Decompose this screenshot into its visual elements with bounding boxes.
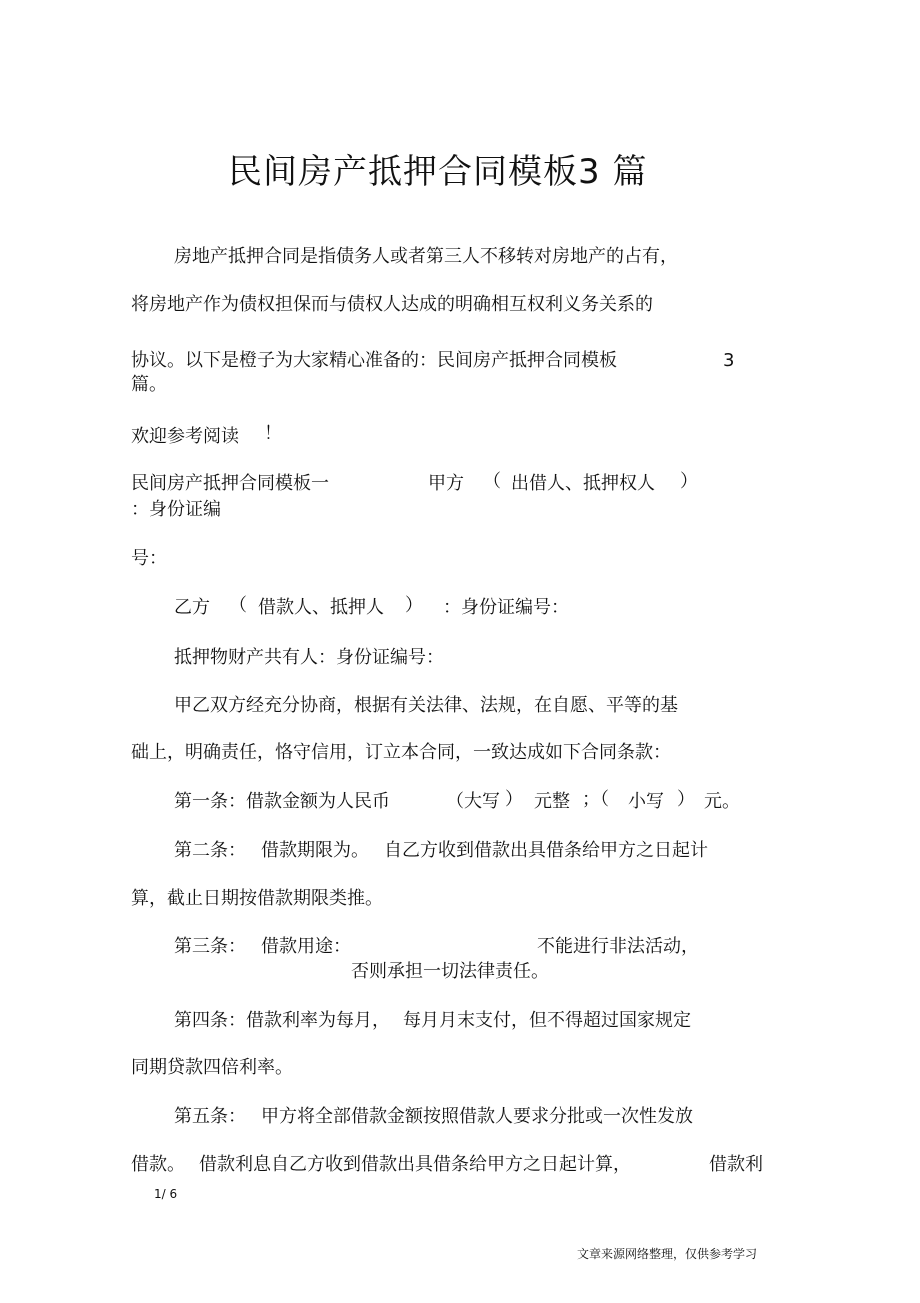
intro-number: 3 [723, 350, 735, 371]
article-3-label: 第三条： [174, 936, 246, 957]
article-5-line-2-end: 借款利 [709, 1154, 763, 1175]
party-b-id: ：身份证编号： [443, 597, 569, 618]
intro-line-3: 协议。以下是橙子为大家精心准备的：民间房产抵押合同模板 [131, 350, 617, 371]
party-a-role: 出借人、抵押权人 [511, 473, 655, 494]
intro-line-1: 房地产抵押合同是指债务人或者第三人不移转对房地产的占有， [174, 246, 678, 267]
article-4-line-2: 同期贷款四倍利率。 [131, 1057, 293, 1078]
consent-line-2: 础上，明确责任，恪守信用，订立本合同，一致达成如下合同条款： [131, 742, 671, 763]
article-1-yuan: 元。 [704, 791, 740, 812]
article-5-label: 第五条： [174, 1106, 246, 1127]
article-2-line-2: 算，截止日期按借款期限类推。 [131, 888, 383, 909]
article-3-line-2: 否则承担一切法律责任。 [351, 961, 549, 982]
article-5-line-2-mid: 借款利息自乙方收到借款出具借条给甲方之日起计算， [199, 1154, 631, 1175]
article-4-text: 第四条：借款利率为每月， [174, 1010, 390, 1031]
footer-source-note: 文章来源网络整理，仅供参考学习 [577, 1247, 758, 1261]
intro-line-2: 将房地产作为债权担保而与债权人达成的明确相互权利义务关系的 [131, 294, 653, 315]
document-title: 民间房产抵押合同模板3 篇 [228, 152, 648, 192]
article-3-purpose: 借款用途： [261, 936, 351, 957]
co-owner-line: 抵押物财产共有人：身份证编号： [174, 647, 444, 668]
party-b-role: 借款人、抵押人 [258, 597, 384, 618]
consent-line-1: 甲乙双方经充分协商，根据有关法律、法规，在自愿、平等的基 [174, 695, 678, 716]
template-heading: 民间房产抵押合同模板一 [131, 473, 329, 494]
party-a-paren-open: （ [483, 471, 501, 492]
article-4-text-2: 每月月末支付，但不得超过国家规定 [403, 1010, 691, 1031]
party-b-paren-open: （ [229, 595, 247, 616]
article-2-text: 自乙方收到借款出具借条给甲方之日起计 [384, 840, 708, 861]
intro-welcome: 欢迎参考阅读 [131, 426, 239, 447]
party-a-paren-close: ） [680, 471, 698, 492]
article-5-line-2-start: 借款。 [131, 1154, 185, 1175]
article-3-text: 不能进行非法活动， [537, 936, 699, 957]
party-a-id-label-end: 号： [131, 548, 167, 569]
party-b-label: 乙方 [174, 597, 210, 618]
page-number: 1/ 6 [154, 1187, 178, 1201]
article-1-yuanzheng: 元整 [534, 791, 570, 812]
party-a-id-label: ：身份证编 [131, 499, 221, 520]
intro-exclamation: ！ [264, 423, 282, 444]
party-b-paren-close: ） [405, 595, 423, 616]
article-1-daxie: （大写 [446, 791, 500, 812]
article-1-text: 第一条：借款金额为人民币 [174, 791, 390, 812]
article-2-term: 借款期限为。 [261, 840, 369, 861]
article-1-paren-close-2: ） [677, 789, 695, 810]
article-1-semicolon-paren: ；（ [582, 789, 609, 810]
article-2-label: 第二条： [174, 840, 246, 861]
article-1-xiaoxie: 小写 [628, 791, 664, 812]
party-a-label: 甲方 [428, 473, 464, 494]
intro-line-4: 篇。 [131, 374, 167, 395]
article-1-paren-close-1: ） [505, 789, 523, 810]
article-5-text: 甲方将全部借款金额按照借款人要求分批或一次性发放 [261, 1106, 693, 1127]
